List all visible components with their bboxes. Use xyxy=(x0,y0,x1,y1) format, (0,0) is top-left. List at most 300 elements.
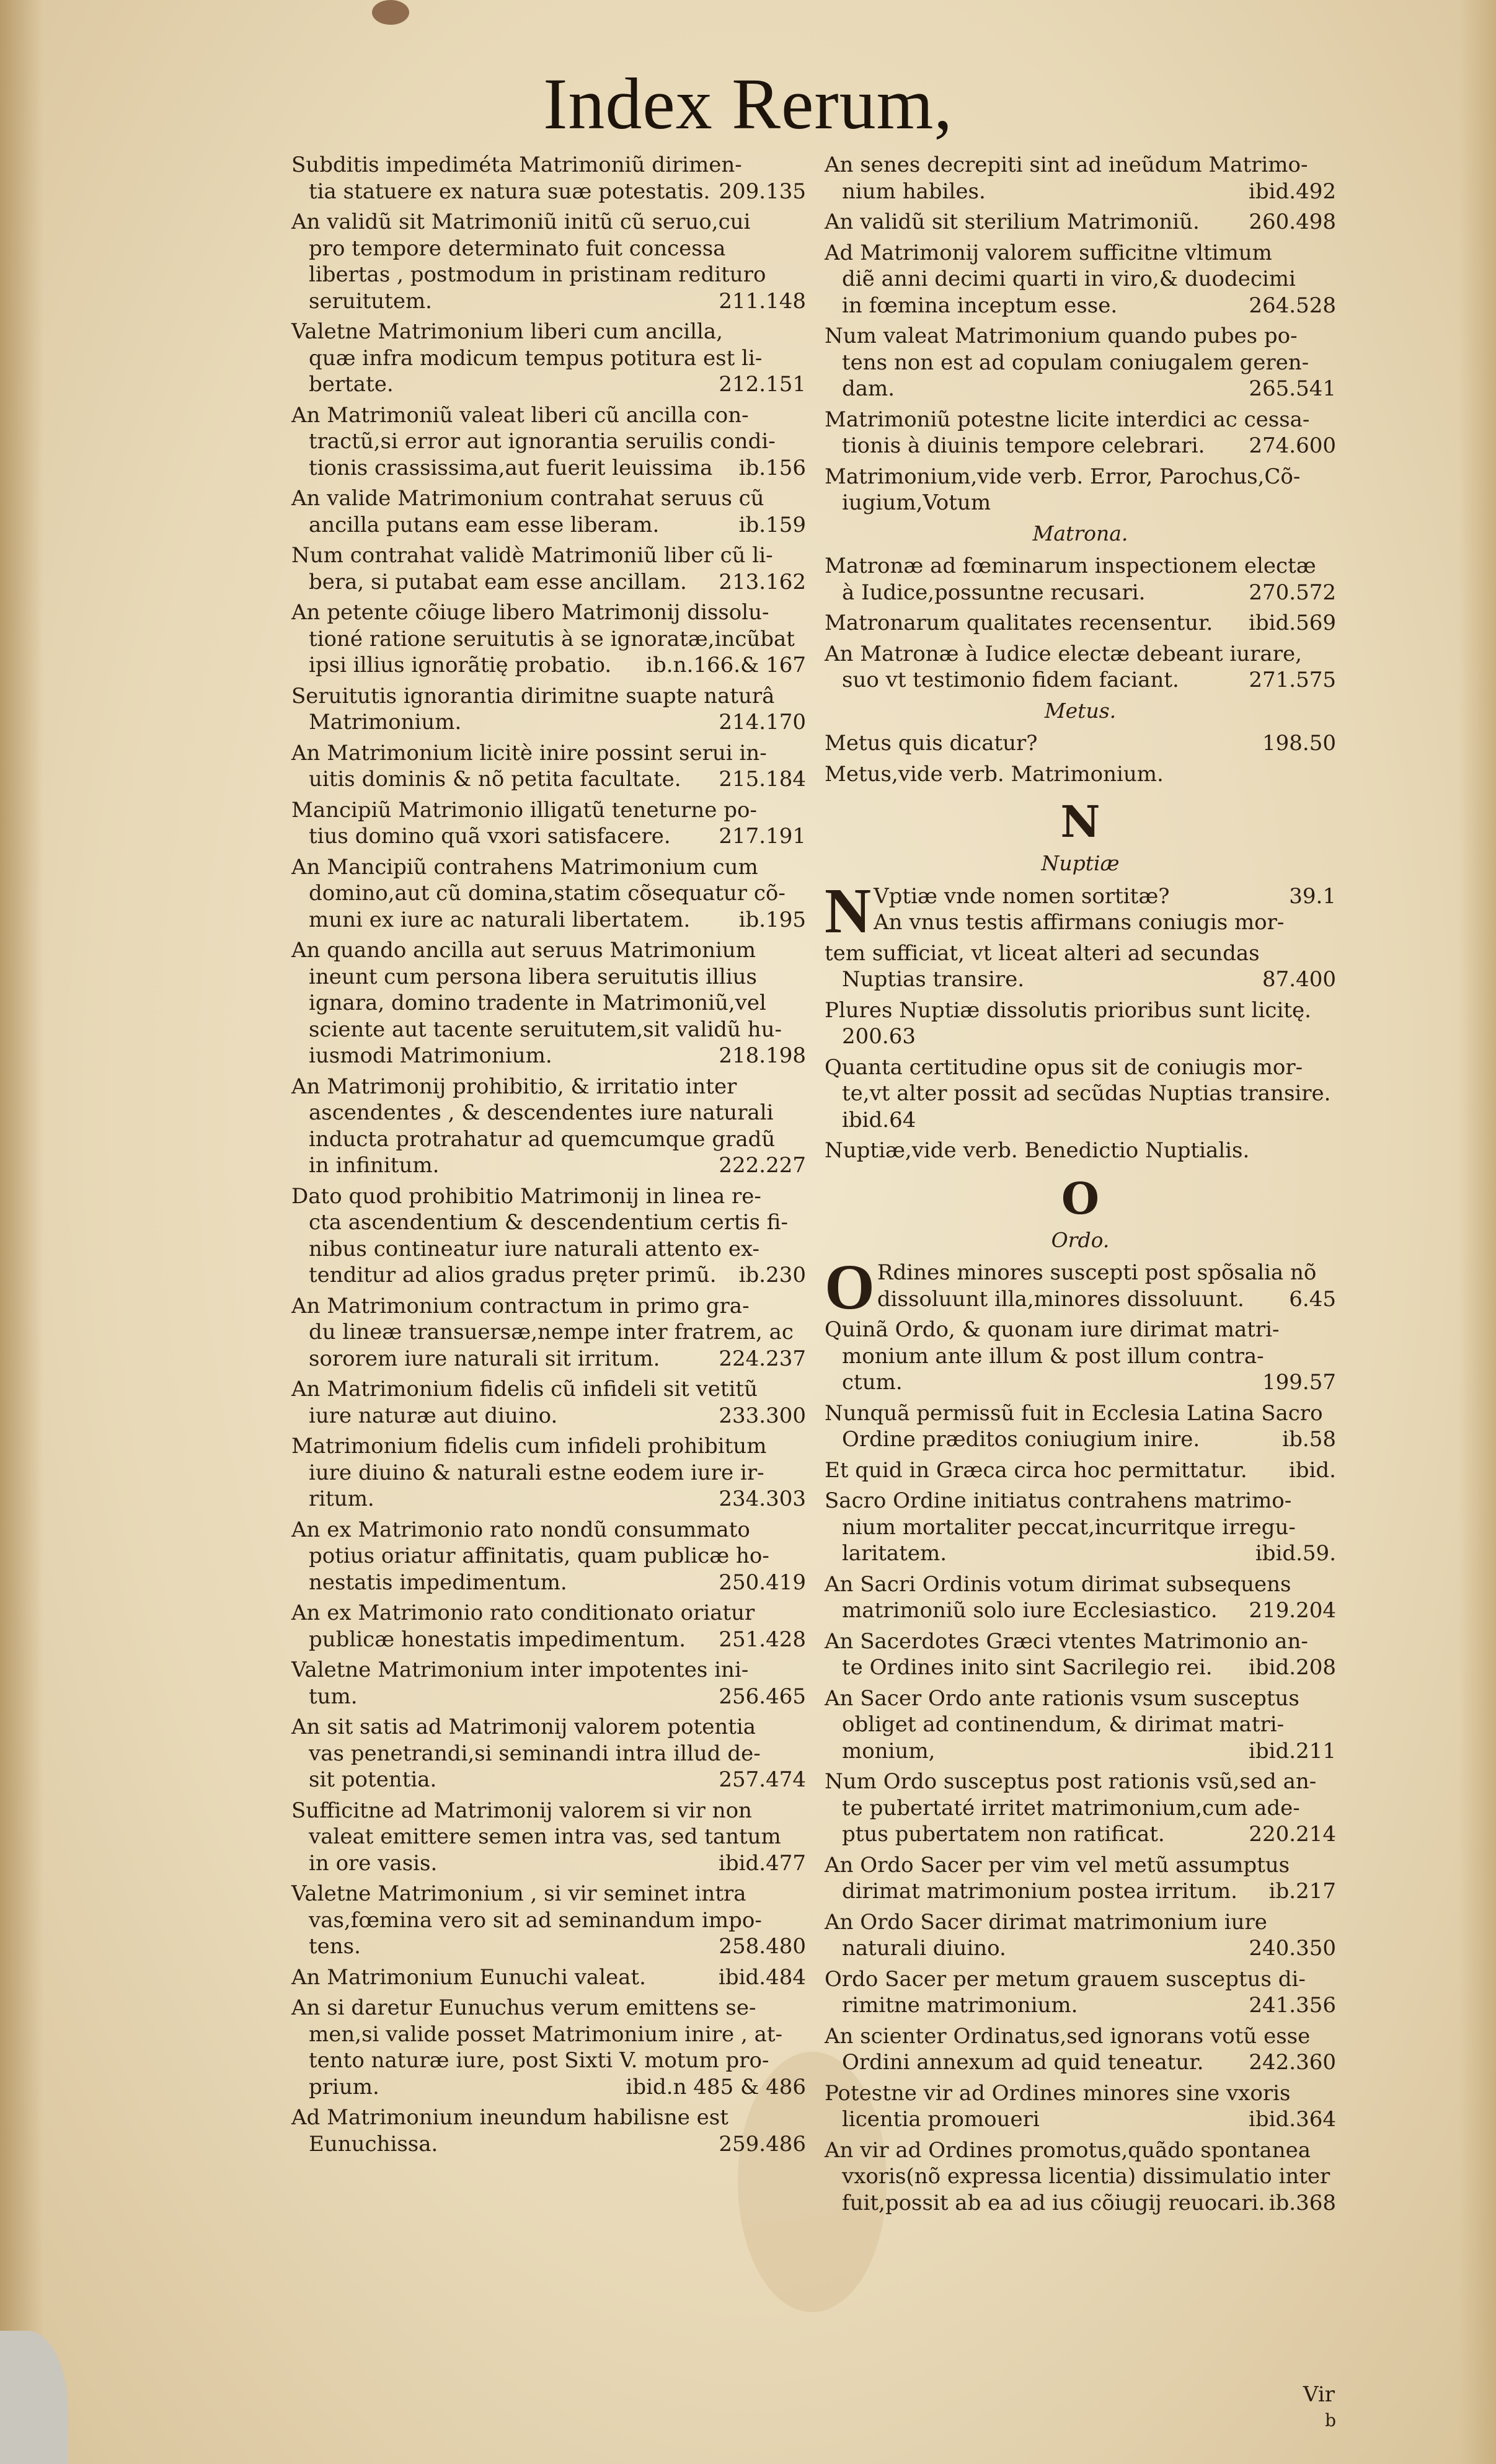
entry-line xyxy=(291,880,806,907)
entry-line xyxy=(291,652,806,679)
left-column xyxy=(291,152,806,2162)
entry-line xyxy=(291,428,806,455)
index-entry xyxy=(291,1881,806,1960)
entry-line xyxy=(825,610,1336,637)
entry-text: An Matrimonium contractum in primo gra- xyxy=(291,1293,750,1318)
page-reference: ib.217 xyxy=(1268,1879,1336,1904)
entry-text: An vir ad Ordines promotus,quãdo spontanea xyxy=(825,2137,1311,2163)
entry-text: An Ordo Sacer dirimat matrimonium iure xyxy=(825,1909,1267,1935)
page-reference: ibid.211 xyxy=(1249,1738,1336,1764)
entry-line xyxy=(825,1935,1336,1962)
index-entry xyxy=(825,1909,1336,1962)
index-entry xyxy=(825,209,1336,236)
entry-line xyxy=(291,1126,806,1153)
drop-cap-o: O xyxy=(825,1252,875,1323)
index-entry xyxy=(825,1137,1336,1164)
entry-line xyxy=(291,2104,806,2131)
signature-mark: b xyxy=(1325,2410,1336,2431)
entry-line xyxy=(291,2021,806,2048)
page-reference: ib.156 xyxy=(738,455,806,480)
section-letter-o: O xyxy=(1061,1172,1099,1224)
page-reference: 258.480 xyxy=(719,1934,806,1959)
entry-line xyxy=(825,1457,1336,1484)
index-entry xyxy=(825,1769,1336,1848)
index-entry xyxy=(291,1657,806,1710)
entry-text: Ordo Sacer per metum grauem susceptus di- xyxy=(825,1966,1306,1992)
entry-line xyxy=(825,997,1336,1024)
entry-line xyxy=(291,455,806,482)
page-edge-shadow-left xyxy=(0,0,43,2464)
index-entry xyxy=(825,323,1336,402)
entry-text: An quando ancilla aut seruus Matrimonium xyxy=(291,938,756,963)
entry-text: sciente aut tacente seruitutem,sit validũ hu- xyxy=(309,1017,782,1042)
index-entry xyxy=(291,1293,806,1372)
entry-line xyxy=(291,345,806,372)
entry-text: monium, xyxy=(842,1738,936,1764)
entry-text: tum. xyxy=(309,1684,358,1709)
entry-text: ascendentes , & descendentes iure naturali xyxy=(309,1100,774,1125)
entry-text: Dato quod prohibitio Matrimonij in linea re- xyxy=(291,1183,761,1209)
entry-line xyxy=(291,1933,806,1960)
page-reference: 220.214 xyxy=(1249,1822,1336,1847)
entry-text: ignara, domino tradente in Matrimoniũ,vel xyxy=(309,991,766,1015)
entry-line xyxy=(291,542,806,569)
index-entry xyxy=(825,1317,1336,1396)
index-entry xyxy=(825,1457,1336,1484)
index-entry xyxy=(825,997,1336,1050)
entry-text: An ex Matrimonio rato conditionato oriatur xyxy=(291,1601,755,1625)
entry-text: ritum. xyxy=(309,1486,374,1511)
entry-line xyxy=(291,1236,806,1263)
entry-text: Seruitutis ignorantia dirimitne suapte naturâ xyxy=(291,683,775,709)
entry-text: tenditur ad alios gradus pręter primũ. xyxy=(309,1263,717,1287)
entry-line xyxy=(291,236,806,262)
entry-text: quæ infra modicum tempus potitura est li- xyxy=(309,345,763,371)
entry-line xyxy=(291,797,806,824)
page-reference: ib.368 xyxy=(1268,2190,1336,2215)
entry-text: Sufficitne ad Matrimonij valorem si vir non xyxy=(291,1798,752,1823)
entry-line xyxy=(291,2047,806,2074)
page-reference: 264.528 xyxy=(1249,293,1336,318)
entry-line xyxy=(825,1769,1336,1795)
page-reference: ibid.59. xyxy=(1255,1541,1336,1566)
entry-text: cta ascendentium & descendentium certis fi- xyxy=(309,1210,788,1235)
entry-line xyxy=(291,262,806,288)
entry-line xyxy=(825,1909,1336,1936)
page-reference: 199.57 xyxy=(1262,1370,1336,1395)
entry-text: Matrimonium,vide verb. Error, Parochus,Cõ- xyxy=(825,464,1301,489)
entry-text: tius domino quã vxori satisfacere. xyxy=(309,824,671,849)
entry-line xyxy=(291,209,806,236)
entry-text: An si daretur Eunuchus verum emittens se- xyxy=(291,1995,756,2020)
entry-text: tens. xyxy=(309,1934,361,1959)
entry-text: domino,aut cũ domina,statim cõsequatur cõ- xyxy=(309,881,786,906)
entry-text: Mancipiũ Matrimonio illigatũ teneturne po- xyxy=(291,797,757,823)
entry-text: à Iudice,possuntne recusari. xyxy=(842,580,1146,605)
entry-line xyxy=(291,766,806,793)
entry-text: fuit,possit ab ea ad ius cõiugij reuocari. xyxy=(842,2190,1265,2215)
entry-line xyxy=(291,1433,806,1460)
page-reference: 241.356 xyxy=(1249,1993,1336,2018)
entry-line xyxy=(825,553,1336,580)
entry-line xyxy=(825,1514,1336,1541)
page-reference: 214.170 xyxy=(719,710,806,735)
entry-line xyxy=(291,179,806,205)
entry-line xyxy=(825,667,1336,694)
entry-line xyxy=(291,683,806,710)
entry-text: men,si valide posset Matrimonium inire , at- xyxy=(309,2021,783,2047)
entry-line xyxy=(291,152,806,179)
entry-text: Matronarum qualitates recensentur. xyxy=(825,611,1213,635)
entry-text: nestatis impedimentum. xyxy=(309,1570,567,1595)
entry-line xyxy=(825,1137,1336,1164)
catchword: Vir xyxy=(1303,2382,1335,2407)
entry-line xyxy=(291,288,806,315)
entry-text: iure diuino & naturali estne eodem iure ir- xyxy=(309,1460,764,1485)
entry-text: dissoluunt illa,minores dissoluunt. xyxy=(877,1286,1244,1312)
entry-line xyxy=(291,1570,806,1596)
entry-text: publicæ honestatis impedimentum. xyxy=(309,1627,686,1652)
entry-line xyxy=(291,1881,806,1907)
entry-line xyxy=(291,626,806,653)
entry-text: Num contrahat validè Matrimoniũ liber cũ li- xyxy=(291,543,773,568)
page-reference: 259.486 xyxy=(719,2131,806,2157)
section-heading-nuptiae: Nuptiæ xyxy=(1041,851,1120,875)
entry-line xyxy=(825,1597,1336,1624)
entry-line xyxy=(825,407,1336,433)
entry-line xyxy=(825,1260,1336,1286)
entry-text: Num valeat Matrimonium quando pubes po- xyxy=(825,324,1298,348)
page-reference: 211.148 xyxy=(719,288,806,314)
entry-text: Et quid in Græca circa hoc permittatur. xyxy=(825,1457,1247,1483)
index-entry xyxy=(291,319,806,398)
section-heading-matrona: Matrona. xyxy=(1032,521,1128,545)
entry-line xyxy=(291,569,806,596)
entry-text: du lineæ transuersæ,nempe inter fratrem, ac xyxy=(309,1320,794,1345)
entry-line xyxy=(825,1711,1336,1738)
entry-line xyxy=(825,580,1336,606)
entry-text: Quanta certitudine opus sit de coniugis mor- xyxy=(825,1054,1303,1080)
entry-text: potius oriatur affinitatis, quam publicæ ho- xyxy=(309,1543,769,1568)
entry-line xyxy=(825,2023,1336,2050)
entry-text: nibus contineatur iure naturali attento ex- xyxy=(309,1236,760,1261)
page-reference: 274.600 xyxy=(1249,433,1336,458)
entry-line xyxy=(825,1107,1336,1134)
page-reference: 215.184 xyxy=(719,767,806,792)
page-reference: 209.135 xyxy=(719,179,806,204)
index-entry xyxy=(825,240,1336,319)
entry-line xyxy=(291,990,806,1017)
index-entry xyxy=(825,1966,1336,2019)
entry-line xyxy=(291,1995,806,2021)
entry-line xyxy=(825,1343,1336,1370)
entry-line xyxy=(825,179,1336,205)
entry-text: Num Ordo susceptus post rationis vsũ,sed an- xyxy=(825,1769,1317,1794)
entry-text: suo vt testimonio fidem faciant. xyxy=(842,668,1179,692)
entry-line xyxy=(825,1317,1336,1343)
entry-line xyxy=(291,1517,806,1543)
page-reference: 224.237 xyxy=(719,1346,806,1371)
page-reference: ibid.484 xyxy=(719,1964,806,1990)
entry-line xyxy=(825,323,1336,350)
entry-line xyxy=(291,1262,806,1289)
page-reference: 198.50 xyxy=(1262,731,1336,756)
section-heading-metus: Metus. xyxy=(1044,698,1117,723)
entry-text: in ore vasis. xyxy=(309,1850,438,1876)
entry-text: An Matrimonium Eunuchi valeat. xyxy=(291,1964,646,1990)
torn-corner xyxy=(0,2331,68,2464)
entry-line xyxy=(825,1054,1336,1081)
entry-text: tens non est ad copulam coniugalem geren- xyxy=(842,350,1309,375)
entry-line xyxy=(291,937,806,964)
entry-line xyxy=(291,907,806,934)
index-entry xyxy=(825,553,1336,606)
page-reference: 250.419 xyxy=(719,1570,806,1595)
entry-text: in infinitum. xyxy=(309,1153,440,1178)
index-entry xyxy=(291,1714,806,1793)
page-reference: 233.300 xyxy=(719,1403,806,1428)
entry-line xyxy=(291,1767,806,1793)
entry-line xyxy=(291,2074,806,2101)
entry-text: diẽ anni decimi quarti in viro,& duodecimi xyxy=(842,267,1296,291)
entry-line xyxy=(825,350,1336,376)
index-entry xyxy=(825,1571,1336,1624)
entry-text: vxoris(nõ expressa licentia) dissimulatio inter xyxy=(842,2164,1330,2189)
entry-text: ctum. xyxy=(842,1370,903,1395)
entry-line xyxy=(825,464,1336,490)
index-entry xyxy=(825,875,1336,947)
index-entry xyxy=(825,641,1336,694)
index-entry xyxy=(291,542,806,595)
entry-text: Nuptias transire. xyxy=(842,967,1025,992)
index-entry xyxy=(825,610,1336,637)
entry-text: An sit satis ad Matrimonij valorem potentia xyxy=(291,1715,756,1739)
entry-text: An Matronæ à Iudice electæ debeant iurare, xyxy=(825,641,1302,666)
index-entry xyxy=(825,2080,1336,2133)
entry-line xyxy=(291,1964,806,1991)
entry-text: obliget ad continendum, & dirimat matri- xyxy=(842,1712,1285,1737)
index-entry xyxy=(825,940,1336,993)
entry-line xyxy=(825,376,1336,402)
entry-text: tionis à diuinis tempore celebrari. xyxy=(842,433,1205,458)
entry-line xyxy=(291,1376,806,1403)
entry-line xyxy=(291,964,806,991)
page-reference: 213.162 xyxy=(719,569,806,594)
entry-text: Potestne vir ad Ordines minores sine vxoris xyxy=(825,2080,1291,2106)
entry-text: An Matrimonij prohibitio, & irritatio inter xyxy=(291,1074,737,1099)
index-entry xyxy=(825,2023,1336,2076)
index-entry xyxy=(291,937,806,1069)
entry-line xyxy=(291,709,806,736)
entry-line xyxy=(825,1426,1336,1453)
index-entry xyxy=(291,1964,806,1991)
page-reference: ibid.n 485 & 486 xyxy=(626,2074,806,2100)
entry-line xyxy=(291,1486,806,1512)
entry-text: An Sacer Ordo ante rationis vsum susceptus xyxy=(825,1685,1299,1711)
entry-line xyxy=(825,1080,1336,1107)
entry-text: vas,fœmina vero sit ad seminandum impo- xyxy=(309,1907,762,1933)
page-reference: 217.191 xyxy=(719,824,806,849)
entry-text: sororem iure naturali sit irritum. xyxy=(309,1346,660,1371)
entry-text: An Matrimoniũ valeat liberi cũ ancilla con- xyxy=(291,402,749,428)
entry-text: vas penetrandi,si seminandi intra illud de- xyxy=(309,1741,761,1766)
entry-line xyxy=(825,1821,1336,1848)
entry-text: inducta protrahatur ad quemcumque gradũ xyxy=(309,1126,776,1152)
entry-text: matrimoniũ solo iure Ecclesiastico. xyxy=(842,1598,1218,1623)
entry-text: An Matrimonium fidelis cũ infideli sit vetitũ xyxy=(291,1377,758,1402)
page-reference: ib.195 xyxy=(738,907,806,932)
entry-text: An senes decrepiti sint ad ineũdum Matrimo- xyxy=(825,152,1308,177)
entry-text: An petente cõiuge libero Matrimonij dissolu- xyxy=(291,600,769,625)
index-entry xyxy=(825,464,1336,516)
entry-line xyxy=(291,371,806,398)
index-entry xyxy=(291,152,806,205)
page-edge-shadow-right xyxy=(1459,0,1496,2464)
entry-text: uitis dominis & nõ petita facultate. xyxy=(309,767,681,792)
entry-text: tem sufficiat, vt liceat alteri ad secundas xyxy=(825,940,1260,966)
entry-text: Matrimoniũ potestne licite interdici ac cessa- xyxy=(825,407,1310,432)
entry-line xyxy=(825,1023,1336,1050)
entry-line xyxy=(291,1460,806,1486)
ink-stain xyxy=(372,0,409,25)
entry-text: Valetne Matrimonium , si vir seminet intra xyxy=(291,1881,746,1906)
page-reference: 270.572 xyxy=(1249,580,1336,605)
entry-line xyxy=(291,1209,806,1236)
entry-line xyxy=(825,761,1336,788)
entry-text: An vnus testis affirmans coniugis mor- xyxy=(874,910,1285,935)
index-entry xyxy=(825,1400,1336,1453)
index-entry xyxy=(291,1995,806,2100)
page-reference: 6.45 xyxy=(1289,1286,1336,1312)
page-reference: 251.428 xyxy=(719,1627,806,1652)
entry-text: bertate. xyxy=(309,372,394,397)
entry-line xyxy=(825,1369,1336,1396)
entry-line xyxy=(291,1319,806,1346)
entry-line xyxy=(291,1074,806,1100)
entry-text: Eunuchissa. xyxy=(309,2131,438,2157)
page-reference: 222.227 xyxy=(719,1153,806,1178)
entry-line xyxy=(825,1992,1336,2019)
entry-line xyxy=(825,1488,1336,1514)
entry-text: te Ordines inito sint Sacrilegio rei. xyxy=(842,1655,1213,1680)
entry-line xyxy=(825,641,1336,668)
entry-text: Rdines minores suscepti post spõsalia nõ xyxy=(877,1260,1317,1285)
entry-text: Sacro Ordine initiatus contrahens matrimo- xyxy=(825,1488,1292,1513)
entry-text: Ad Matrimonium ineundum habilisne est xyxy=(291,2105,728,2130)
index-entry xyxy=(291,1183,806,1289)
entry-line xyxy=(291,1824,806,1850)
index-entry xyxy=(291,1376,806,1429)
entry-line xyxy=(291,1657,806,1684)
entry-line xyxy=(291,1714,806,1741)
entry-text: laritatem. xyxy=(842,1541,947,1566)
index-entry xyxy=(291,740,806,793)
page-reference: 242.360 xyxy=(1249,2050,1336,2075)
section-letter-n: N xyxy=(1060,796,1100,847)
entry-line xyxy=(825,1852,1336,1879)
page-reference: 240.350 xyxy=(1249,1936,1336,1961)
entry-text: monium ante illum & post illum contra- xyxy=(842,1343,1264,1369)
index-entry xyxy=(825,1252,1336,1323)
index-entry xyxy=(825,407,1336,459)
page-title: Index Rerum, xyxy=(543,63,953,144)
index-entry xyxy=(291,1517,806,1596)
entry-text: An Sacri Ordinis votum dirimat subsequens xyxy=(825,1571,1291,1597)
index-entry xyxy=(825,1488,1336,1567)
index-entry xyxy=(291,402,806,482)
entry-line xyxy=(825,1654,1336,1681)
entry-line xyxy=(825,1966,1336,1993)
entry-text: ibid.64 xyxy=(842,1107,916,1133)
entry-text: nium mortaliter peccat,incurritque irregu- xyxy=(842,1514,1296,1540)
section-heading-ordo: Ordo. xyxy=(1051,1227,1110,1252)
index-entry xyxy=(825,1852,1336,1905)
entry-line xyxy=(291,1346,806,1372)
entry-line xyxy=(825,966,1336,993)
entry-text: tioné ratione seruitutis à se ignoratæ,incũbat xyxy=(309,626,795,651)
entry-line xyxy=(291,823,806,850)
entry-line xyxy=(291,1741,806,1767)
page-reference: 87.400 xyxy=(1262,967,1336,992)
entry-line xyxy=(825,2049,1336,2076)
entry-line xyxy=(291,2131,806,2158)
entry-text: An Sacerdotes Græci vtentes Matrimonio an- xyxy=(825,1628,1308,1654)
entry-text: Plures Nuptiæ dissolutis prioribus sunt licitę. xyxy=(825,997,1311,1023)
entry-line xyxy=(291,1293,806,1320)
index-entry xyxy=(825,1685,1336,1765)
entry-text: nium habiles. xyxy=(842,179,986,204)
entry-text: ptus pubertatem non ratificat. xyxy=(842,1822,1165,1847)
page-reference: 256.465 xyxy=(719,1684,806,1709)
page-reference: 218.198 xyxy=(719,1043,806,1068)
entry-line xyxy=(291,599,806,626)
index-entry xyxy=(291,797,806,850)
entry-text: ipsi illius ignorãtię probatio. xyxy=(309,653,612,678)
entry-line xyxy=(291,1152,806,1179)
page-reference: ibid.492 xyxy=(1249,179,1336,204)
entry-line xyxy=(825,266,1336,293)
entry-text: ineunt cum persona libera seruitutis illius xyxy=(309,964,757,989)
entry-text: An valide Matrimonium contrahat seruus cũ xyxy=(291,486,764,511)
page-reference: ibid. xyxy=(1288,1457,1336,1483)
entry-line xyxy=(825,2080,1336,2107)
entry-text: licentia promoueri xyxy=(842,2107,1040,2132)
entry-text: Ad Matrimonij valorem sufficitne vltimum xyxy=(825,240,1272,265)
entry-line xyxy=(291,1907,806,1934)
page-reference: 257.474 xyxy=(719,1767,806,1792)
entry-line xyxy=(291,402,806,429)
entry-line xyxy=(291,1600,806,1627)
entry-line xyxy=(825,1878,1336,1905)
entry-text: dirimat matrimonium postea irritum. xyxy=(842,1879,1237,1904)
entry-line xyxy=(825,1628,1336,1655)
index-entry xyxy=(825,1628,1336,1681)
entry-line xyxy=(291,1183,806,1210)
entry-line xyxy=(825,2137,1336,2164)
index-entry xyxy=(825,730,1336,757)
page-reference: 260.498 xyxy=(1249,210,1336,234)
entry-text: iure naturæ aut diuino. xyxy=(309,1403,558,1428)
page-reference: ib.58 xyxy=(1282,1427,1336,1452)
entry-text: tionis crassissima,aut fuerit leuissima xyxy=(309,455,713,480)
entry-line xyxy=(825,1738,1336,1765)
entry-line xyxy=(291,319,806,345)
entry-line xyxy=(825,2163,1336,2190)
entry-text: Valetne Matrimonium inter impotentes ini- xyxy=(291,1658,749,1682)
entry-text: Matronæ ad fœminarum inspectionem electæ xyxy=(825,554,1316,578)
entry-text: Subditis impediméta Matrimoniũ dirimen- xyxy=(291,152,742,177)
entry-line xyxy=(825,940,1336,967)
